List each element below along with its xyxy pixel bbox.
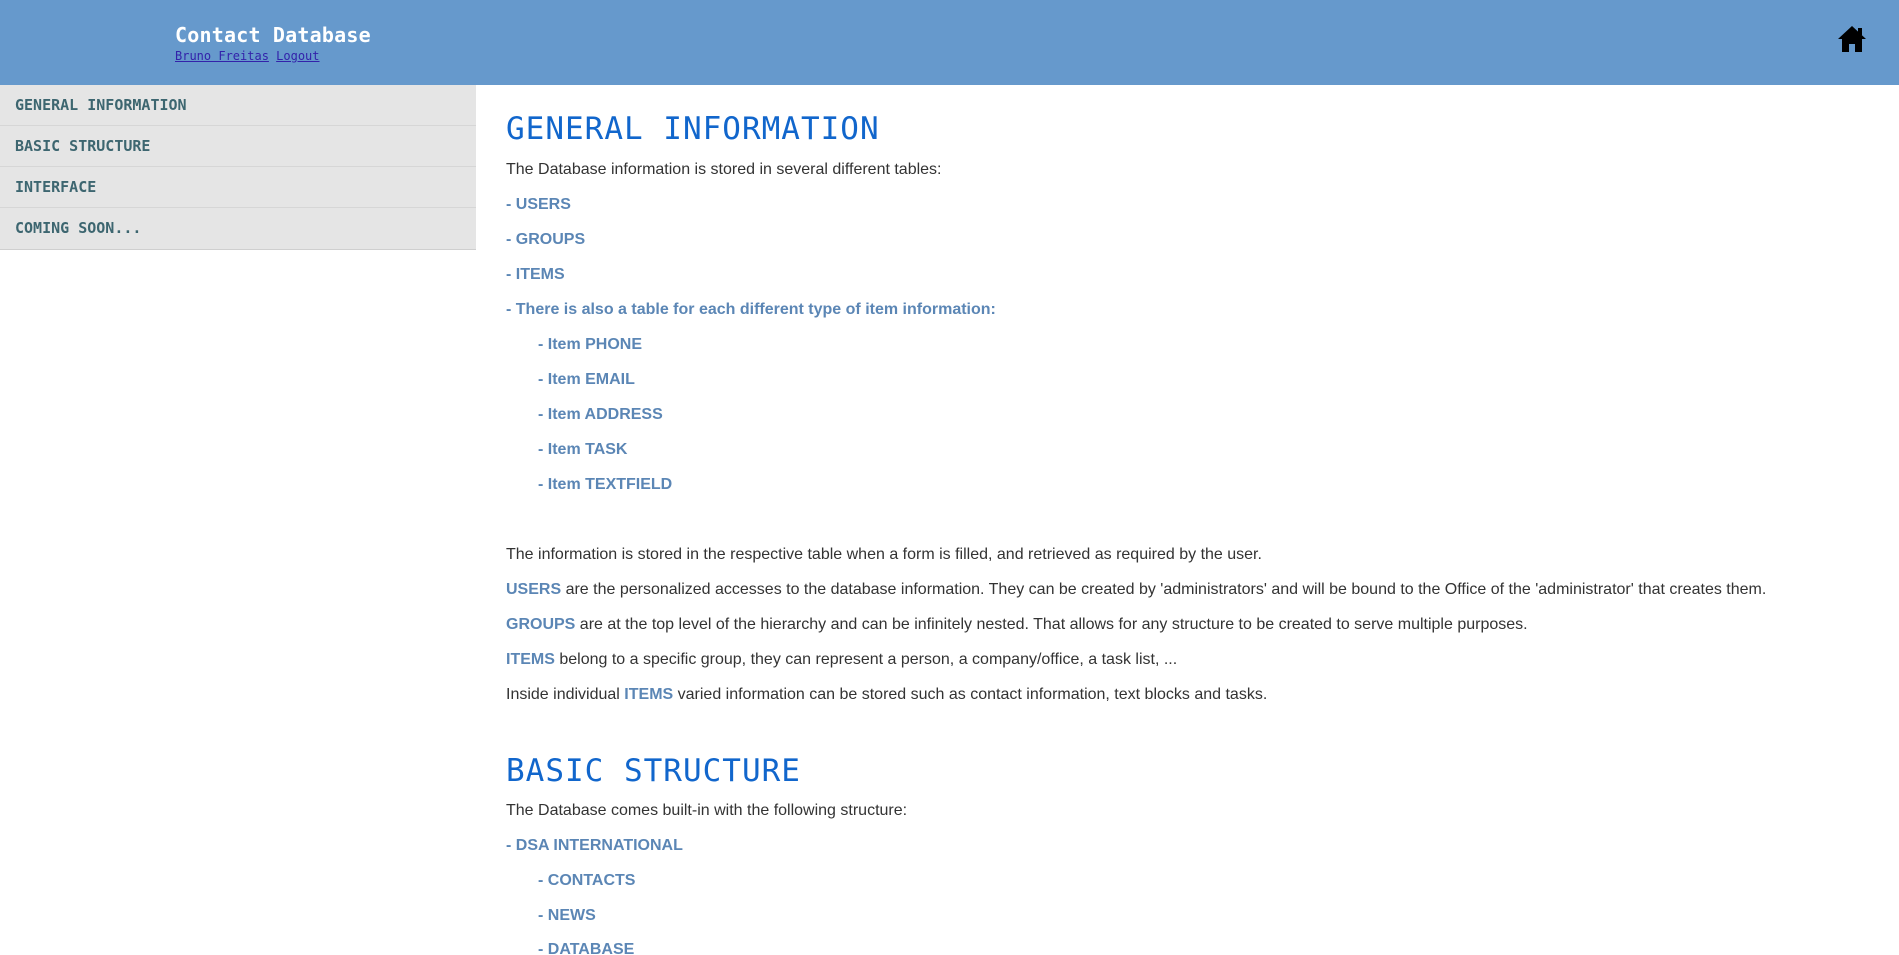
sidebar-item-interface[interactable]: INTERFACE <box>0 167 476 208</box>
user-links <box>175 49 320 63</box>
items-paragraph <box>506 651 1177 669</box>
structure-root: - DSA INTERNATIONAL <box>506 837 683 854</box>
groups-keyword: GROUPS <box>506 616 576 633</box>
item-type-email: - Item EMAIL <box>538 371 635 388</box>
user-name-link[interactable]: Bruno Freitas <box>175 49 269 63</box>
groups-paragraph <box>506 616 1528 634</box>
users-text: are the personalized accesses to the database information. They can be created by 'administrators' and will be bound to the Office of the 'administrator' that creates them. <box>561 581 1767 598</box>
structure-news: - NEWS <box>538 907 596 924</box>
item-type-address: - Item ADDRESS <box>538 406 663 423</box>
stored-text: The information is stored in the respective table when a form is filled, and retrieved as required by the user. <box>506 546 1262 563</box>
table-users: - USERS <box>506 196 571 213</box>
sidebar-item-basic-structure[interactable]: BASIC STRUCTURE <box>0 126 476 167</box>
logout-link[interactable]: Logout <box>276 49 320 63</box>
section-title-general-information: GENERAL INFORMATION <box>506 111 880 147</box>
table-items: - ITEMS <box>506 266 565 283</box>
structure-contacts: - CONTACTS <box>538 872 636 889</box>
app-header <box>0 0 1899 85</box>
structure-database: - DATABASE <box>538 941 635 955</box>
inside-items-keyword: ITEMS <box>624 686 674 703</box>
users-keyword: USERS <box>506 581 562 598</box>
sidebar-item-general-information[interactable]: GENERAL INFORMATION <box>0 85 476 126</box>
general-intro: The Database information is stored in several different tables: <box>506 161 942 178</box>
sidebar-nav <box>0 85 476 250</box>
table-item-info: - There is also a table for each different type of item information: <box>506 301 996 318</box>
users-paragraph <box>506 581 1766 599</box>
inside-pre-text: Inside individual <box>506 686 625 703</box>
section-title-basic-structure: BASIC STRUCTURE <box>506 753 801 789</box>
app-title: Contact Database <box>175 23 371 47</box>
sidebar-item-coming-soon[interactable]: COMING SOON... <box>15 219 142 237</box>
item-type-textfield: - Item TEXTFIELD <box>538 476 673 493</box>
items-text: belong to a specific group, they can represent a person, a company/office, a task list, ... <box>554 651 1178 668</box>
table-groups: - GROUPS <box>506 231 586 248</box>
item-type-phone: - Item PHONE <box>538 336 643 353</box>
inside-items-paragraph <box>506 686 1267 704</box>
groups-text: are at the top level of the hierarchy and can be infinitely nested. That allows for any structure to be created to serve multiple purposes. <box>575 616 1528 633</box>
item-type-task: - Item TASK <box>538 441 628 458</box>
basic-intro: The Database comes built-in with the following structure: <box>506 802 908 819</box>
home-icon[interactable] <box>1837 25 1867 53</box>
inside-post-text: varied information can be stored such as contact information, text blocks and tasks. <box>673 686 1268 703</box>
items-keyword: ITEMS <box>506 651 555 668</box>
